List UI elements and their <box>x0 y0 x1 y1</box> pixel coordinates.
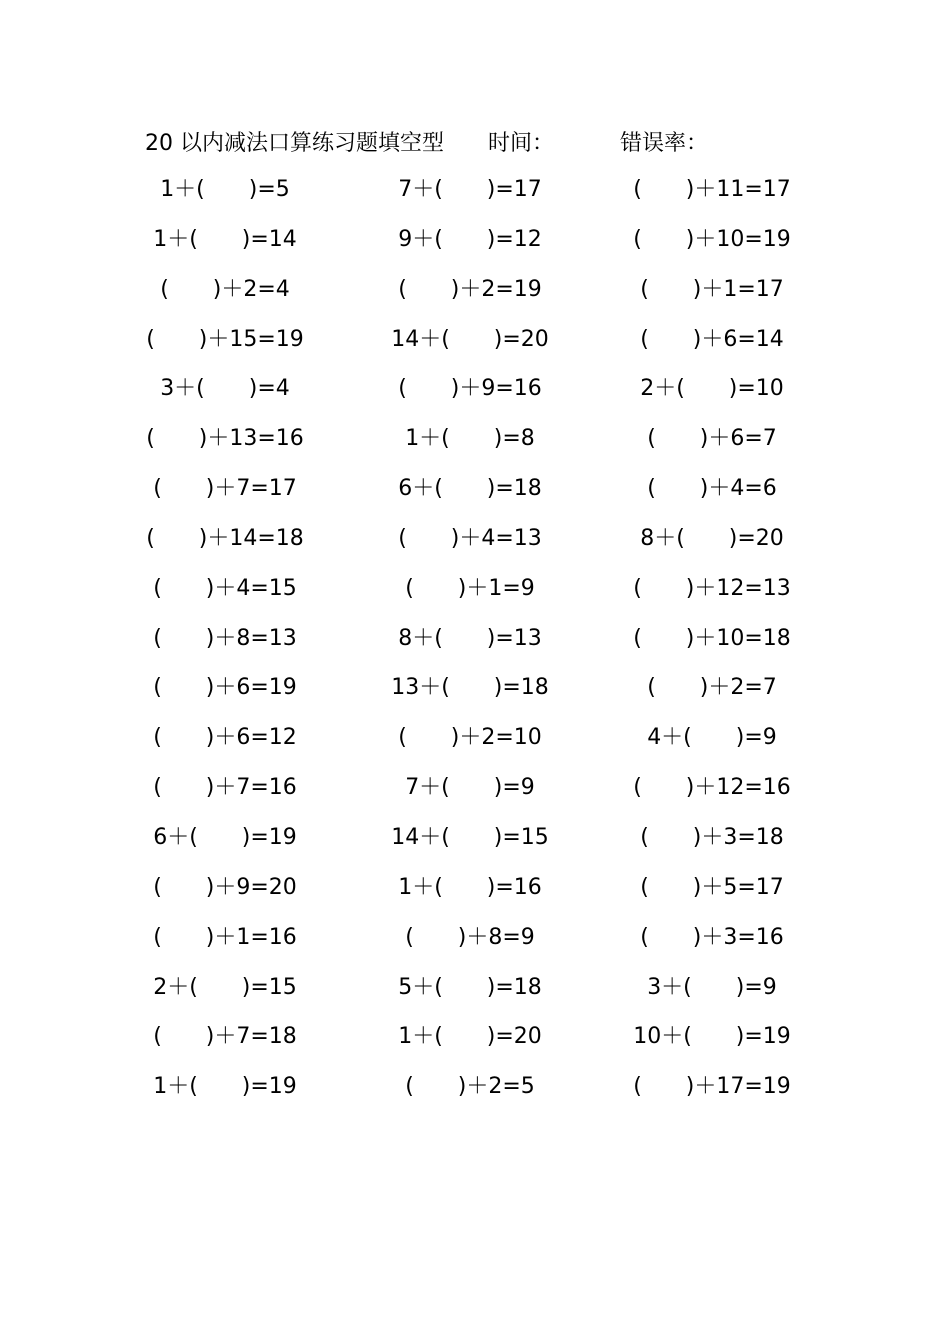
problem-item: 8＋( )=20 <box>640 525 784 551</box>
problem-item: ( )＋6=19 <box>153 675 297 701</box>
problem-item: ( )＋4=13 <box>398 525 542 551</box>
problem-item: 1＋( )=14 <box>153 226 297 252</box>
problem-item: 8＋( )=13 <box>398 625 542 651</box>
problem-row <box>0 218 950 268</box>
problem-item: ( )＋15=19 <box>146 326 304 352</box>
problem-row <box>0 666 950 716</box>
problem-item: 6＋( )=18 <box>398 476 542 502</box>
problem-item: ( )＋7=17 <box>153 476 297 502</box>
problem-item: 5＋( )=18 <box>398 974 542 1000</box>
problem-item: ( )＋8=13 <box>153 625 297 651</box>
problem-item: ( )＋2=10 <box>398 725 542 751</box>
problem-row <box>0 1015 950 1065</box>
problem-row <box>0 467 950 517</box>
problem-row <box>0 816 950 866</box>
problem-item: ( )＋2=19 <box>398 276 542 302</box>
problem-item: ( )＋2=4 <box>160 276 290 302</box>
problem-item: 3＋( )=4 <box>160 376 290 402</box>
problem-item: ( )＋17=19 <box>633 1074 791 1100</box>
problem-item: ( )＋9=16 <box>398 376 542 402</box>
problem-item: ( )＋6=12 <box>153 725 297 751</box>
problem-item: 1＋( )=16 <box>398 874 542 900</box>
problem-item: ( )＋3=18 <box>640 824 784 850</box>
time-label: 时间： <box>488 131 555 156</box>
problem-row <box>0 716 950 766</box>
problem-item: ( )＋14=18 <box>146 525 304 551</box>
problem-item: ( )＋12=16 <box>633 775 791 801</box>
problem-item: ( )＋1=16 <box>153 924 297 950</box>
problem-item: 3＋( )=9 <box>647 974 777 1000</box>
problem-item: ( )＋7=16 <box>153 775 297 801</box>
problem-item: ( )＋12=13 <box>633 575 791 601</box>
problem-item: 1＋( )=19 <box>153 1074 297 1100</box>
problem-item: 7＋( )=17 <box>398 177 542 202</box>
problem-row <box>0 367 950 417</box>
problem-item: ( )＋8=9 <box>405 924 535 950</box>
problem-item: 1＋( )=8 <box>405 426 535 452</box>
problem-item: 14＋( )=15 <box>391 824 549 850</box>
problem-item: ( )＋10=18 <box>633 625 791 651</box>
problem-row <box>0 567 950 617</box>
problem-item: 2＋( )=10 <box>640 376 784 402</box>
problem-item: 2＋( )=15 <box>153 974 297 1000</box>
problem-item: ( )＋6=14 <box>640 326 784 352</box>
problem-item: ( )＋1=17 <box>640 276 784 302</box>
worksheet-header <box>0 124 950 164</box>
error-rate-label: 错误率： <box>620 131 709 156</box>
problem-item: 9＋( )=12 <box>398 226 542 252</box>
problem-row <box>0 168 950 218</box>
problem-row <box>0 517 950 567</box>
problem-item: 14＋( )=20 <box>391 326 549 352</box>
problem-item: ( )＋4=15 <box>153 575 297 601</box>
problem-row <box>0 1065 950 1115</box>
problem-item: 1＋( )=5 <box>160 177 290 202</box>
problem-row <box>0 318 950 368</box>
problem-row <box>0 916 950 966</box>
problem-item: ( )＋3=16 <box>640 924 784 950</box>
problem-item: 6＋( )=19 <box>153 824 297 850</box>
problem-item: ( )＋9=20 <box>153 874 297 900</box>
problem-item: ( )＋5=17 <box>640 874 784 900</box>
problem-item: ( )＋2=5 <box>405 1074 535 1100</box>
problem-item: ( )＋7=18 <box>153 1024 297 1050</box>
problem-item: 10＋( )=19 <box>633 1024 791 1050</box>
problem-item: 7＋( )=9 <box>405 775 535 801</box>
problem-item: ( )＋2=7 <box>647 675 777 701</box>
problem-item: 4＋( )=9 <box>647 725 777 751</box>
problem-row <box>0 966 950 1016</box>
problem-row <box>0 766 950 816</box>
problem-item: 13＋( )=18 <box>391 675 549 701</box>
problem-row <box>0 617 950 667</box>
problem-item: ( )＋6=7 <box>647 426 777 452</box>
problem-row <box>0 268 950 318</box>
problem-item: ( )＋1=9 <box>405 575 535 601</box>
problem-row <box>0 866 950 916</box>
problem-item: ( )＋11=17 <box>633 177 791 202</box>
worksheet-title: 20 以内减法口算练习题填空型 <box>145 131 444 156</box>
problem-item: ( )＋10=19 <box>633 226 791 252</box>
problem-item: ( )＋4=6 <box>647 476 777 502</box>
problem-grid <box>0 168 950 1115</box>
problem-item: ( )＋13=16 <box>146 426 304 452</box>
problem-item: 1＋( )=20 <box>398 1024 542 1050</box>
problem-row <box>0 417 950 467</box>
